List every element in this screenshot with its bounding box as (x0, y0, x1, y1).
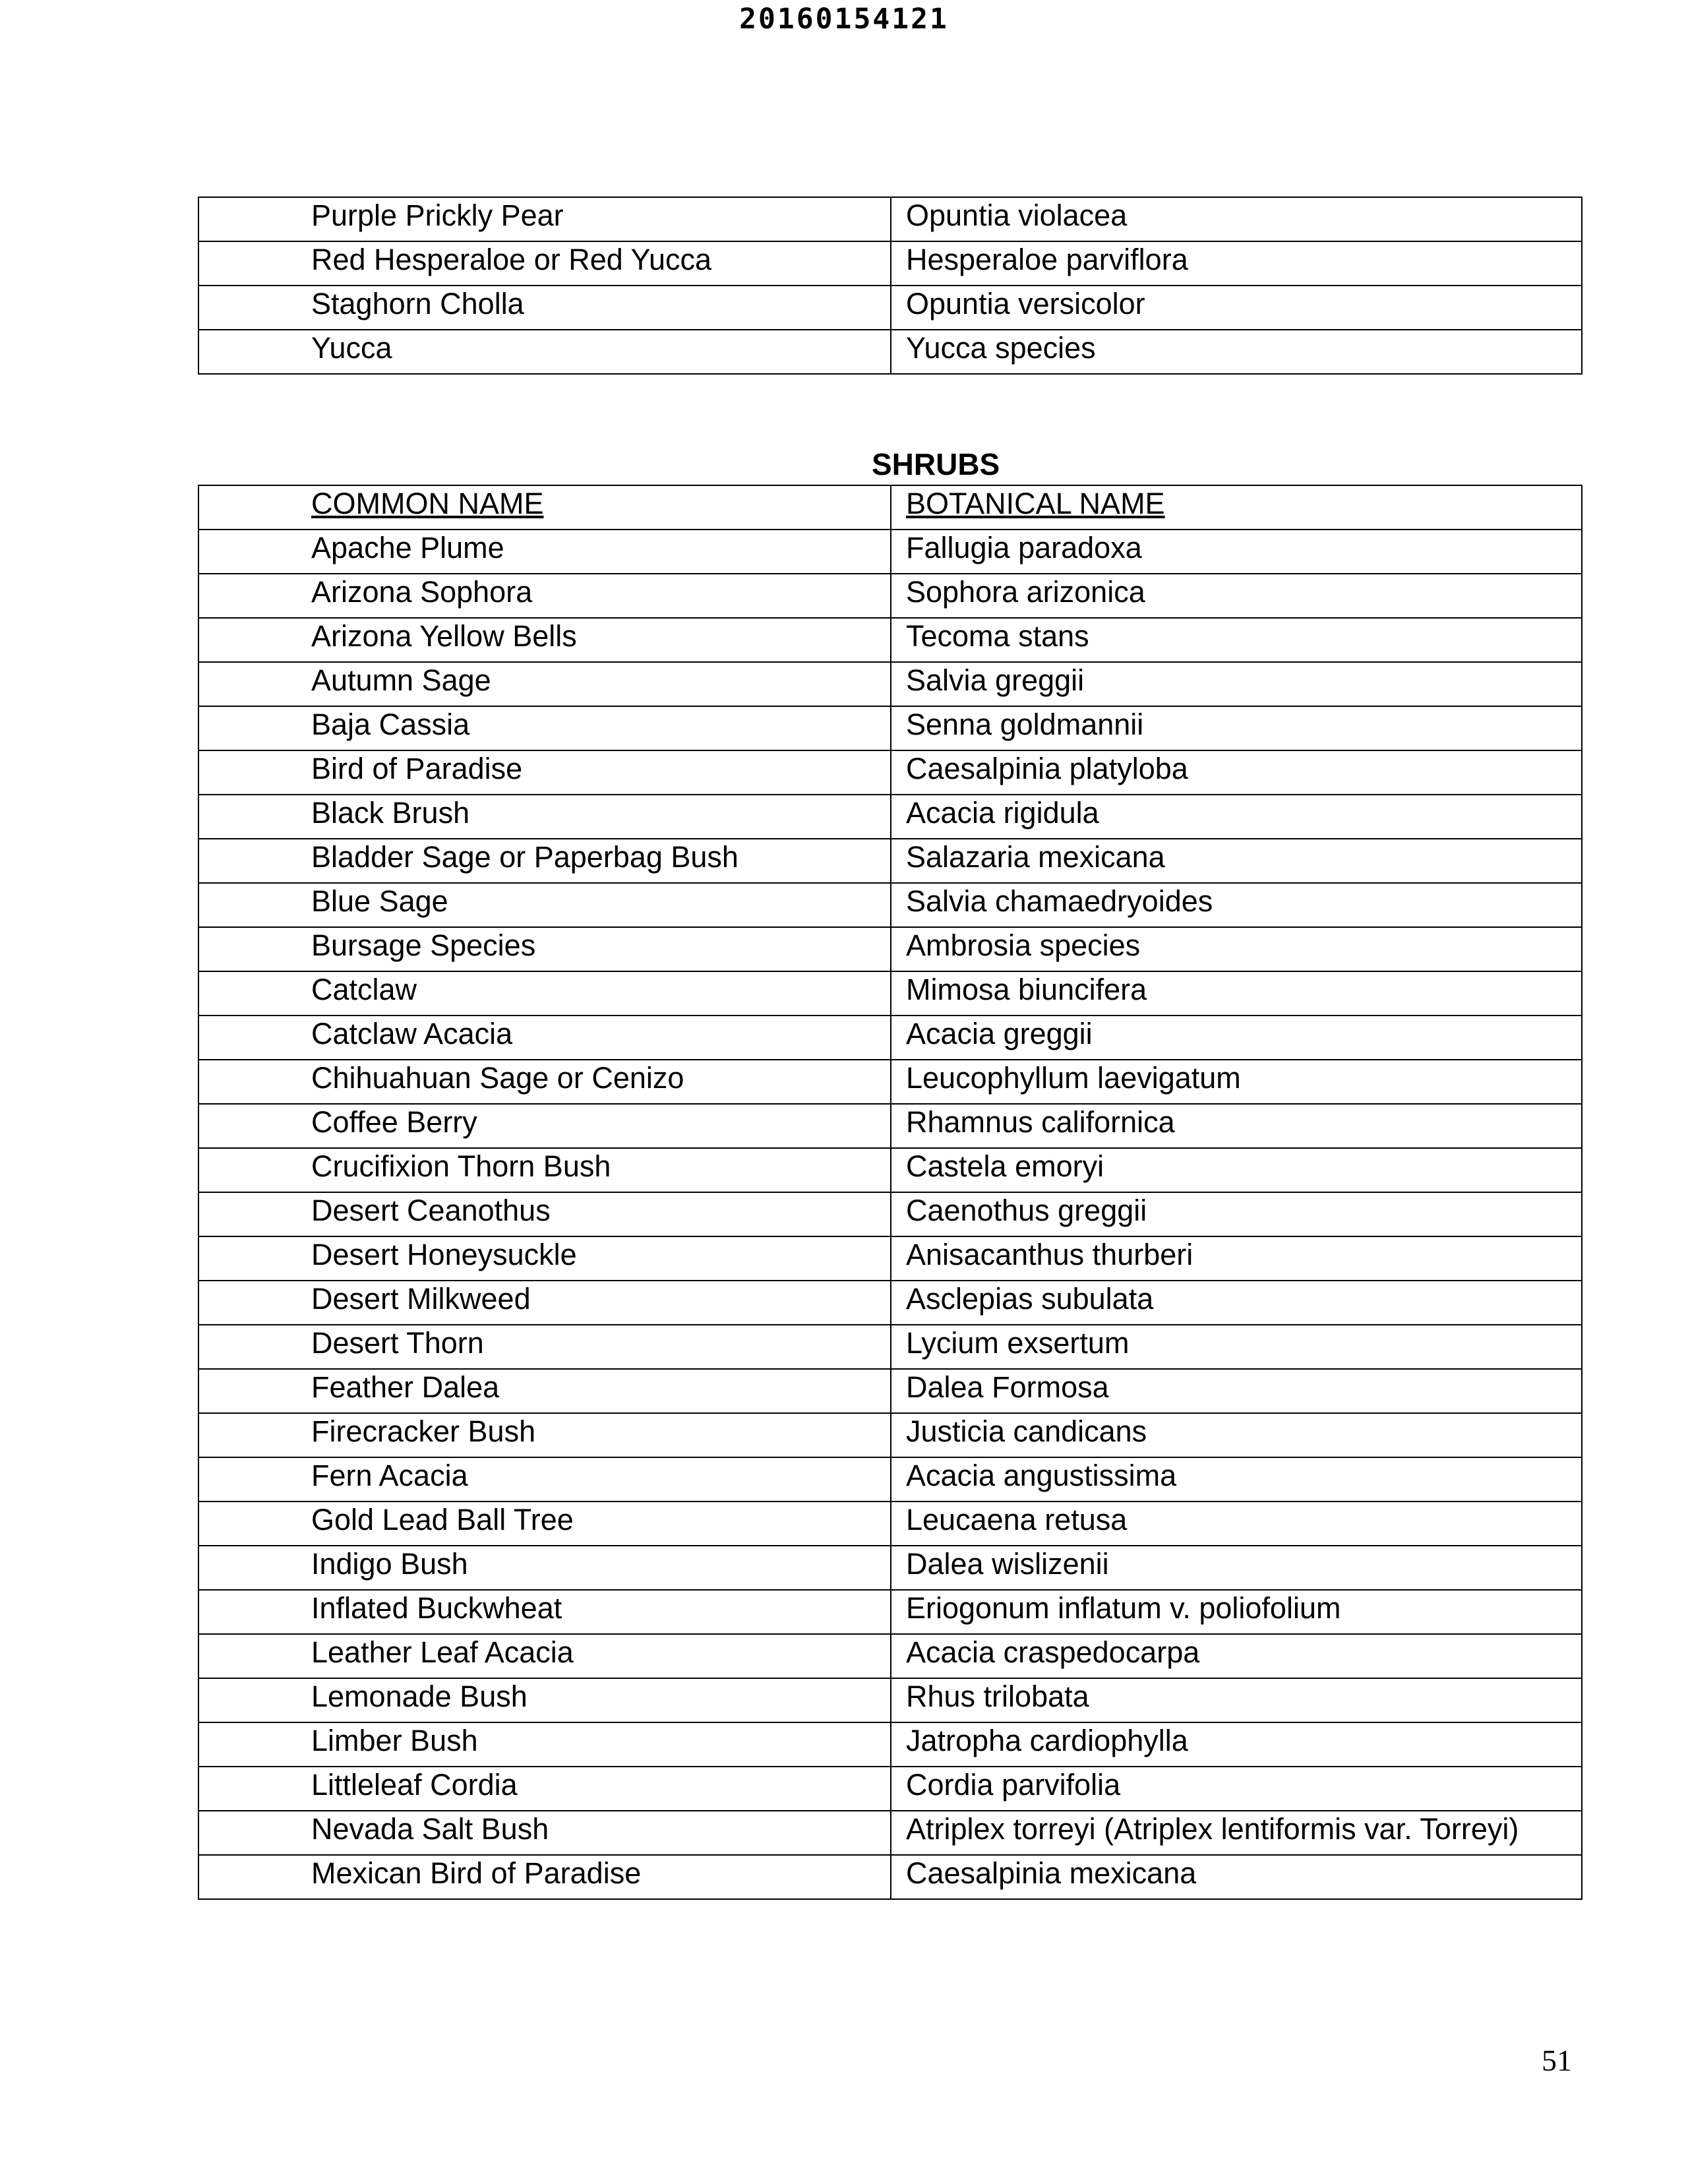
botanical-name-cell: Sophora arizonica (891, 574, 1582, 618)
botanical-name-cell: Opuntia versicolor (891, 286, 1582, 330)
table-row (198, 1281, 1582, 1325)
botanical-name-cell: Acacia greggii (891, 1016, 1582, 1060)
table-row (198, 1546, 1582, 1590)
botanical-name-cell: Caenothus greggii (891, 1192, 1582, 1236)
botanical-name-cell: Hesperaloe parviflora (891, 241, 1582, 286)
botanical-name-cell: Mimosa biuncifera (891, 971, 1582, 1016)
common-name-cell: Red Hesperaloe or Red Yucca (198, 241, 891, 286)
table-row (198, 1678, 1582, 1722)
botanical-name-cell: Salazaria mexicana (891, 839, 1582, 883)
common-name-cell: Catclaw (198, 971, 891, 1016)
header-common-name-cell (198, 485, 891, 530)
table-header-row (198, 485, 1582, 530)
table-row (198, 839, 1582, 883)
table-row (198, 574, 1582, 618)
table-row (198, 1148, 1582, 1192)
common-name-cell: Feather Dalea (198, 1369, 891, 1413)
table-row (198, 1192, 1582, 1236)
botanical-name-cell: Acacia craspedocarpa (891, 1634, 1582, 1678)
table-row (198, 795, 1582, 839)
shrubs-table-body (198, 485, 1582, 1899)
common-name-cell: Bursage Species (198, 927, 891, 971)
shrubs-table (198, 485, 1582, 1900)
botanical-name-cell: Leucophyllum laevigatum (891, 1060, 1582, 1104)
common-name-cell: Arizona Sophora (198, 574, 891, 618)
botanical-name-cell: Leucaena retusa (891, 1502, 1582, 1546)
table-row (198, 530, 1582, 574)
header-botanical-name-cell (891, 485, 1582, 530)
botanical-name-cell: Jatropha cardiophylla (891, 1722, 1582, 1767)
botanical-name-cell: Salvia greggii (891, 662, 1582, 706)
table-row (198, 1855, 1582, 1899)
table-row (198, 241, 1582, 286)
common-name-cell: Fern Acacia (198, 1457, 891, 1502)
table-row (198, 883, 1582, 927)
botanical-name-cell: Cordia parvifolia (891, 1767, 1582, 1811)
section-title-shrubs: SHRUBS (872, 447, 1000, 481)
botanical-name-cell: Senna goldmannii (891, 706, 1582, 750)
common-name-cell: Desert Milkweed (198, 1281, 891, 1325)
common-name-cell: Arizona Yellow Bells (198, 618, 891, 662)
table-row (198, 927, 1582, 971)
common-name-cell: Catclaw Acacia (198, 1016, 891, 1060)
header-common-name: COMMON NAME (311, 487, 544, 520)
table-row (198, 1060, 1582, 1104)
common-name-cell: Chihuahuan Sage or Cenizo (198, 1060, 891, 1104)
table-row (198, 330, 1582, 374)
botanical-name-cell: Eriogonum inflatum v. poliofolium (891, 1590, 1582, 1634)
botanical-name-cell: Rhamnus californica (891, 1104, 1582, 1148)
table-row (198, 1104, 1582, 1148)
common-name-cell: Desert Thorn (198, 1325, 891, 1369)
common-name-cell: Blue Sage (198, 883, 891, 927)
table-row (198, 662, 1582, 706)
table-row (198, 1811, 1582, 1855)
botanical-name-cell: Yucca species (891, 330, 1582, 374)
common-name-cell: Littleleaf Cordia (198, 1767, 891, 1811)
table-row (198, 1236, 1582, 1281)
common-name-cell: Purple Prickly Pear (198, 197, 891, 241)
table-row (198, 618, 1582, 662)
continued-plant-table (198, 197, 1582, 375)
botanical-name-cell: Caesalpinia mexicana (891, 1855, 1582, 1899)
table-row (198, 1016, 1582, 1060)
botanical-name-cell: Ambrosia species (891, 927, 1582, 971)
botanical-name-cell: Acacia rigidula (891, 795, 1582, 839)
page-number: 51 (1542, 2044, 1572, 2077)
common-name-cell: Inflated Buckwheat (198, 1590, 891, 1634)
publication-number: 20160154121 (739, 3, 949, 36)
common-name-cell: Desert Honeysuckle (198, 1236, 891, 1281)
common-name-cell: Lemonade Bush (198, 1678, 891, 1722)
table-row (198, 1325, 1582, 1369)
common-name-cell: Crucifixion Thorn Bush (198, 1148, 891, 1192)
botanical-name-cell: Atriplex torreyi (Atriplex lentiformis var. Torreyi) (891, 1811, 1582, 1855)
table-row (198, 197, 1582, 241)
table-row (198, 971, 1582, 1016)
table-row (198, 750, 1582, 795)
botanical-name-cell: Justicia candicans (891, 1413, 1582, 1457)
botanical-name-cell: Castela emoryi (891, 1148, 1582, 1192)
common-name-cell: Apache Plume (198, 530, 891, 574)
botanical-name-cell: Anisacanthus thurberi (891, 1236, 1582, 1281)
table-row (198, 1369, 1582, 1413)
common-name-cell: Bird of Paradise (198, 750, 891, 795)
common-name-cell: Black Brush (198, 795, 891, 839)
continued-table-body (198, 197, 1582, 374)
botanical-name-cell: Dalea Formosa (891, 1369, 1582, 1413)
common-name-cell: Mexican Bird of Paradise (198, 1855, 891, 1899)
botanical-name-cell: Opuntia violacea (891, 197, 1582, 241)
botanical-name-cell: Fallugia paradoxa (891, 530, 1582, 574)
table-row (198, 1457, 1582, 1502)
table-row (198, 706, 1582, 750)
common-name-cell: Yucca (198, 330, 891, 374)
common-name-cell: Baja Cassia (198, 706, 891, 750)
table-row (198, 1590, 1582, 1634)
common-name-cell: Gold Lead Ball Tree (198, 1502, 891, 1546)
botanical-name-cell: Salvia chamaedryoides (891, 883, 1582, 927)
botanical-name-cell: Lycium exsertum (891, 1325, 1582, 1369)
table-row (198, 1634, 1582, 1678)
common-name-cell: Limber Bush (198, 1722, 891, 1767)
common-name-cell: Nevada Salt Bush (198, 1811, 891, 1855)
table-row (198, 1722, 1582, 1767)
botanical-name-cell: Caesalpinia platyloba (891, 750, 1582, 795)
table-row (198, 1413, 1582, 1457)
common-name-cell: Coffee Berry (198, 1104, 891, 1148)
table-row (198, 286, 1582, 330)
common-name-cell: Bladder Sage or Paperbag Bush (198, 839, 891, 883)
botanical-name-cell: Tecoma stans (891, 618, 1582, 662)
botanical-name-cell: Asclepias subulata (891, 1281, 1582, 1325)
botanical-name-cell: Acacia angustissima (891, 1457, 1582, 1502)
common-name-cell: Desert Ceanothus (198, 1192, 891, 1236)
table-row (198, 1502, 1582, 1546)
common-name-cell: Firecracker Bush (198, 1413, 891, 1457)
table-row (198, 1767, 1582, 1811)
botanical-name-cell: Rhus trilobata (891, 1678, 1582, 1722)
header-botanical-name: BOTANICAL NAME (906, 487, 1165, 520)
common-name-cell: Leather Leaf Acacia (198, 1634, 891, 1678)
common-name-cell: Indigo Bush (198, 1546, 891, 1590)
common-name-cell: Autumn Sage (198, 662, 891, 706)
botanical-name-cell: Dalea wislizenii (891, 1546, 1582, 1590)
common-name-cell: Staghorn Cholla (198, 286, 891, 330)
